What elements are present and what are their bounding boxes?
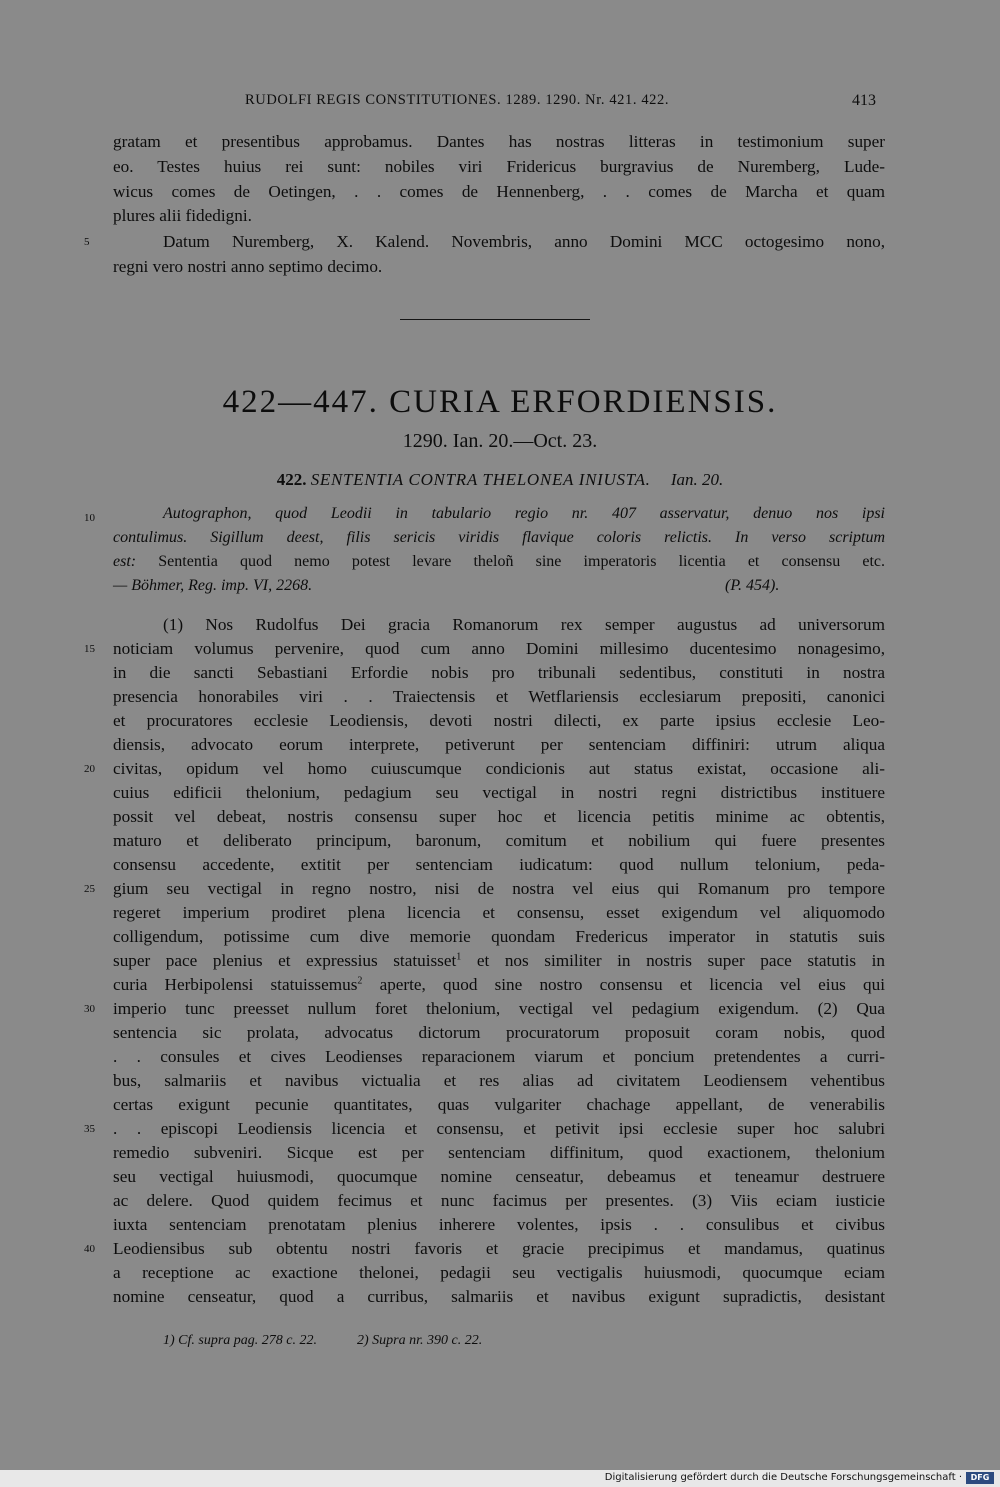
text-line: remedio subveniri. Sicque est per sentenciam diffinitum, quod exactionem, thelonium — [113, 1143, 885, 1162]
text-line: nomine censeatur, quod a curribus, salmariis et navibus exigunt supradictis, desistant — [113, 1287, 885, 1306]
text-line: super pace plenius et expressius statuisset$^1$ et nos similiter in nostris super pace statutis in — [113, 951, 885, 970]
text-line: gratam et presentibus approbamus. Dantes has nostras litteras in testimonium super — [113, 132, 885, 151]
footnote-marker: 2 — [357, 975, 363, 987]
footnote: 1) Cf. supra pag. 278 c. 22. — [163, 1333, 317, 1348]
line-number: 10 — [84, 512, 95, 524]
text-line: civitas, opidum vel homo cuiuscumque condicionis aut status existat, occasione ali- — [113, 759, 885, 778]
text-line: wicus comes de Oetingen, . . comes de Hennenberg, . . comes de Marcha et quam — [113, 182, 885, 201]
note-line — [113, 575, 885, 597]
footnote: 2) Supra nr. 390 c. 22. — [357, 1333, 483, 1348]
text-line: sentencia sic prolata, advocatus dictorum procuratorum proposuit coram nobis, quod — [113, 1023, 885, 1042]
text-line: bus, salmariis et navibus victualia et res alias ad civitatem Leodiensem vehentibus — [113, 1071, 885, 1090]
text-line: presencia honorabiles viri . . Traiectensis et Wetflariensis ecclesiarum prepositi, canonici — [113, 687, 885, 706]
line-number: 40 — [84, 1243, 95, 1255]
text-line: plures alii fidedigni. — [113, 206, 252, 225]
line-number: 30 — [84, 1003, 95, 1015]
text-line: noticiam volumus pervenire, quod cum anno Domini millesimo ducentesimo nonagesimo, — [113, 639, 885, 658]
text-line: regni vero nostri anno septimo decimo. — [113, 257, 383, 276]
line-number: 25 — [84, 883, 95, 895]
note-label: est: — [113, 553, 137, 570]
text-line: Datum Nuremberg, X. Kalend. Novembris, anno Domini MCC octogesimo nono, — [163, 232, 885, 251]
text-line: regeret imperium prodiret plena licencia et consensu, esset exigendum vel aliquomodo — [113, 903, 885, 922]
text-line: . . episcopi Leodiensis licencia et consensu, et petivit ipsi ecclesie super hoc salubri — [113, 1119, 885, 1138]
text-line: (1) Nos Rudolfus Dei gracia Romanorum rex semper augustus ad universorum — [163, 615, 885, 634]
text-line: in die sancti Sebastiani Erfordie nobis pro tribunali sedentibus, constituti in nostra — [113, 663, 885, 682]
note-text: Sententia quod nemo potest levare theloñ sine imperatoris licentia et consensu etc. — [158, 553, 886, 570]
text-line: imperio tunc preesset nullum foret thelonium, vectigal vel pedagium exigendum. (2) Qua — [113, 999, 885, 1018]
note-reference: — Böhmer, Reg. imp. VI, 2268. — [113, 577, 313, 594]
text-line: possit vel debeat, nostris consensu super hoc et licencia petitis minime ac obtentis, — [113, 807, 885, 826]
text-line: a receptione ac exactione thelonei, pedagii seu vectigalis huiusmodi, quocumque eciam — [113, 1263, 885, 1282]
footnote-marker: 1 — [456, 951, 462, 963]
footer-credit: Digitalisierung gefördert durch die Deutsche Forschungsgemeinschaft · — [604, 1472, 962, 1483]
text-line: ac delere. Quod quidem fecimus et nunc facimus per presentes. (3) Viis eciam iusticie — [113, 1191, 885, 1210]
text-line: certas exigunt pecunie quantitates, quas vulgariter chachage appellant, de venerabilis — [113, 1095, 885, 1114]
text-line: colligendum, potissime cum dive memorie quondam Fredericus imperator in statutis suis — [113, 927, 885, 946]
text-line: diensis, advocato eorum interprete, petiverunt per sentenciam diffiniri: utrum aliqua — [113, 735, 885, 754]
text-line: et procuratores ecclesie Leodiensis, devoti nostri dilecti, ex parte ipsius ecclesie Leo- — [113, 711, 885, 730]
text-line: gium seu vectigal in regno nostro, nisi de nostra vel eius qui Romanum pro tempore — [113, 879, 885, 898]
text-line: cuius edificii thelonium, pedagium seu vectigal in nostri regni districtibus instituere — [113, 783, 885, 802]
note-line: contulimus. Sigillum deest, filis sericis viridis flavique coloris relictis. In verso scriptum — [113, 529, 885, 546]
document-date: Ian. 20. — [670, 470, 724, 489]
document-number: 422. — [276, 470, 307, 489]
footnotes — [163, 1333, 482, 1349]
line-number: 15 — [84, 643, 95, 655]
text-line: seu vectigal huiusmodi, quocumque nomine censeatur, debeamus et teneamur destruere — [113, 1167, 885, 1186]
text-line: consensu accedente, extitit per sentenciam iudicatum: quod nullum telonium, peda- — [113, 855, 885, 874]
line-number: 35 — [84, 1123, 95, 1135]
text-line: Leodiensibus sub obtentu nostri favoris et gracie precipimus et mandamus, quatinus — [113, 1239, 885, 1258]
section-separator — [400, 319, 590, 320]
text-line: maturo et deliberato principum, baronum, comitum et nobilium qui fuere presentes — [113, 831, 885, 850]
footer-bar — [0, 1470, 1000, 1487]
document-heading — [0, 470, 1000, 490]
page-number: 413 — [852, 92, 876, 109]
section-dates: 1290. Ian. 20.—Oct. 23. — [402, 430, 598, 452]
note-line — [113, 551, 885, 573]
dfg-logo-icon[interactable]: DFG — [966, 1472, 994, 1484]
line-number: 5 — [84, 236, 90, 248]
running-head: RUDOLFI REGIS CONSTITUTIONES. 1289. 1290. Nr. 421. 422. — [245, 92, 670, 108]
note-page-ref: (P. 454). — [725, 577, 780, 594]
line-number: 20 — [84, 763, 95, 775]
note-line: Autographon, quod Leodii in tabulario regio nr. 407 asservatur, denuo nos ipsi — [163, 505, 885, 522]
section-title: 422—447. CURIA ERFORDIENSIS. — [222, 384, 778, 420]
text-line: . . consules et cives Leodienses reparacionem viarum et poncium pretendentes a curri- — [113, 1047, 885, 1066]
text-line: eo. Testes huius rei sunt: nobiles viri Fridericus burgravius de Nuremberg, Lude- — [113, 157, 885, 176]
text-line: iuxta sentenciam prenotatam plenius inherere volentes, ipsis . . consulibus et civibus — [113, 1215, 885, 1234]
text-line: curia Herbipolensi statuissemus$^2$ aperte, quod sine nostro consensu et licencia vel eius qui — [113, 975, 885, 994]
document-title: SENTENTIA CONTRA THELONEA INIUSTA. — [310, 470, 651, 489]
